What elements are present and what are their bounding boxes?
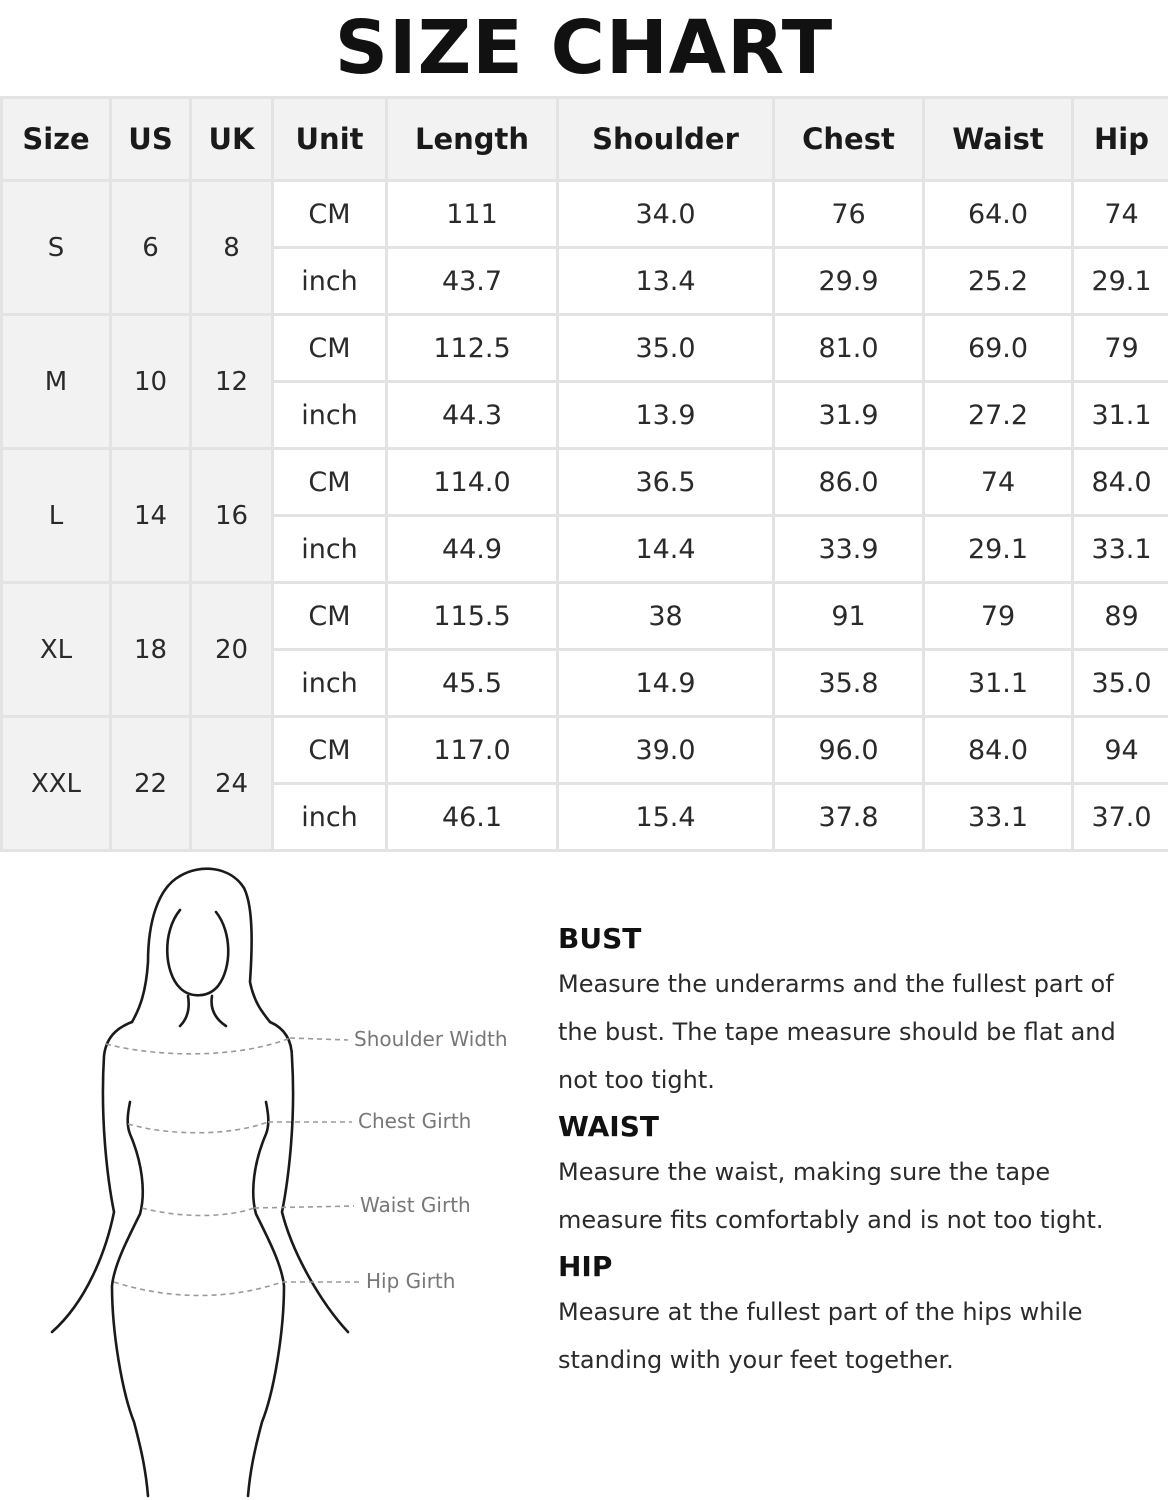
measurement-cell: 91 <box>775 584 922 648</box>
hip-girth-label: Hip Girth <box>366 1269 456 1293</box>
unit-cell: inch <box>274 651 385 715</box>
measurement-cell: 35.8 <box>775 651 922 715</box>
measurement-cell: 111 <box>388 182 556 246</box>
unit-cell: CM <box>274 182 385 246</box>
table-row <box>3 718 1168 782</box>
measurement-cell: 25.2 <box>925 249 1071 313</box>
measurement-cell: 117.0 <box>388 718 556 782</box>
measurement-cell: 89 <box>1074 584 1168 648</box>
uk-size-cell: 12 <box>192 316 271 447</box>
table-row <box>3 316 1168 380</box>
measurement-cell: 13.4 <box>559 249 772 313</box>
uk-size-cell: 16 <box>192 450 271 581</box>
measurement-cell: 79 <box>925 584 1071 648</box>
measurement-cell: 96.0 <box>775 718 922 782</box>
body-measurement-figure <box>30 862 550 1500</box>
column-header-chest: Chest <box>775 99 922 179</box>
measurement-cell: 86.0 <box>775 450 922 514</box>
shoulder-line <box>106 1038 290 1054</box>
measurement-cell: 39.0 <box>559 718 772 782</box>
table-row <box>3 182 1168 246</box>
size-cell: XL <box>3 584 109 715</box>
measurement-cell: 14.4 <box>559 517 772 581</box>
waist-heading: WAIST <box>558 1110 659 1143</box>
measurement-cell: 35.0 <box>559 316 772 380</box>
measurement-cell: 46.1 <box>388 785 556 849</box>
measurement-cell: 76 <box>775 182 922 246</box>
measurement-cell: 74 <box>925 450 1071 514</box>
measurement-cell: 36.5 <box>559 450 772 514</box>
measurement-cell: 29.9 <box>775 249 922 313</box>
uk-size-cell: 20 <box>192 584 271 715</box>
measurement-cell: 43.7 <box>388 249 556 313</box>
measurement-cell: 31.1 <box>925 651 1071 715</box>
shoulder-width-label: Shoulder Width <box>354 1027 508 1051</box>
hip-line <box>114 1282 282 1296</box>
us-size-cell: 18 <box>112 584 189 715</box>
chest-line <box>128 1122 268 1133</box>
us-size-cell: 10 <box>112 316 189 447</box>
size-cell: XXL <box>3 718 109 849</box>
woman-silhouette-icon <box>30 862 550 1500</box>
waist-line <box>142 1208 254 1216</box>
measurement-cell: 37.0 <box>1074 785 1168 849</box>
unit-cell: CM <box>274 718 385 782</box>
measurement-cell: 74 <box>1074 182 1168 246</box>
unit-cell: inch <box>274 785 385 849</box>
column-header-unit: Unit <box>274 99 385 179</box>
measurement-cell: 31.1 <box>1074 383 1168 447</box>
unit-cell: CM <box>274 584 385 648</box>
measurement-cell: 33.9 <box>775 517 922 581</box>
measurement-cell: 31.9 <box>775 383 922 447</box>
unit-cell: CM <box>274 316 385 380</box>
measurement-cell: 84.0 <box>1074 450 1168 514</box>
measurement-cell: 114.0 <box>388 450 556 514</box>
measurement-cell: 13.9 <box>559 383 772 447</box>
size-cell: S <box>3 182 109 313</box>
measurement-cell: 81.0 <box>775 316 922 380</box>
unit-cell: inch <box>274 249 385 313</box>
measurement-cell: 33.1 <box>925 785 1071 849</box>
measurement-cell: 79 <box>1074 316 1168 380</box>
measurement-cell: 15.4 <box>559 785 772 849</box>
table-row <box>3 584 1168 648</box>
measurement-cell: 29.1 <box>1074 249 1168 313</box>
table-row <box>3 450 1168 514</box>
column-header-size: Size <box>3 99 109 179</box>
measurement-cell: 115.5 <box>388 584 556 648</box>
us-size-cell: 6 <box>112 182 189 313</box>
table-header-row <box>3 99 1168 179</box>
column-header-uk: UK <box>192 99 271 179</box>
measurement-cell: 44.9 <box>388 517 556 581</box>
unit-cell: inch <box>274 517 385 581</box>
bust-text: Measure the underarms and the fullest part of the bust. The tape measure should be flat and not too tight. <box>558 970 1116 1094</box>
measurement-cell: 33.1 <box>1074 517 1168 581</box>
size-cell: M <box>3 316 109 447</box>
column-header-length: Length <box>388 99 556 179</box>
size-chart-table <box>0 96 1168 852</box>
measurement-cell: 29.1 <box>925 517 1071 581</box>
us-size-cell: 22 <box>112 718 189 849</box>
page-title: SIZE CHART <box>334 5 834 91</box>
measurement-cell: 64.0 <box>925 182 1071 246</box>
measurement-cell: 37.8 <box>775 785 922 849</box>
uk-size-cell: 24 <box>192 718 271 849</box>
hip-heading: HIP <box>558 1250 613 1283</box>
measurement-cell: 112.5 <box>388 316 556 380</box>
size-cell: L <box>3 450 109 581</box>
measurement-cell: 38 <box>559 584 772 648</box>
unit-cell: inch <box>274 383 385 447</box>
measurement-cell: 94 <box>1074 718 1168 782</box>
measurement-cell: 35.0 <box>1074 651 1168 715</box>
column-header-hip: Hip <box>1074 99 1168 179</box>
hip-text: Measure at the fullest part of the hips while standing with your feet together. <box>558 1298 1083 1374</box>
us-size-cell: 14 <box>112 450 189 581</box>
measurement-cell: 45.5 <box>388 651 556 715</box>
measurement-cell: 34.0 <box>559 182 772 246</box>
uk-size-cell: 8 <box>192 182 271 313</box>
measurement-cell: 14.9 <box>559 651 772 715</box>
column-header-us: US <box>112 99 189 179</box>
measurement-cell: 27.2 <box>925 383 1071 447</box>
waist-text: Measure the waist, making sure the tape measure fits comfortably and is not too tight. <box>558 1158 1104 1234</box>
measurement-cell: 69.0 <box>925 316 1071 380</box>
measurement-instructions <box>558 918 1138 1386</box>
unit-cell: CM <box>274 450 385 514</box>
bust-heading: BUST <box>558 922 642 955</box>
chest-girth-label: Chest Girth <box>358 1109 472 1133</box>
column-header-waist: Waist <box>925 99 1071 179</box>
measurement-cell: 44.3 <box>388 383 556 447</box>
measurement-cell: 84.0 <box>925 718 1071 782</box>
waist-girth-label: Waist Girth <box>360 1193 471 1217</box>
column-header-shoulder: Shoulder <box>559 99 772 179</box>
